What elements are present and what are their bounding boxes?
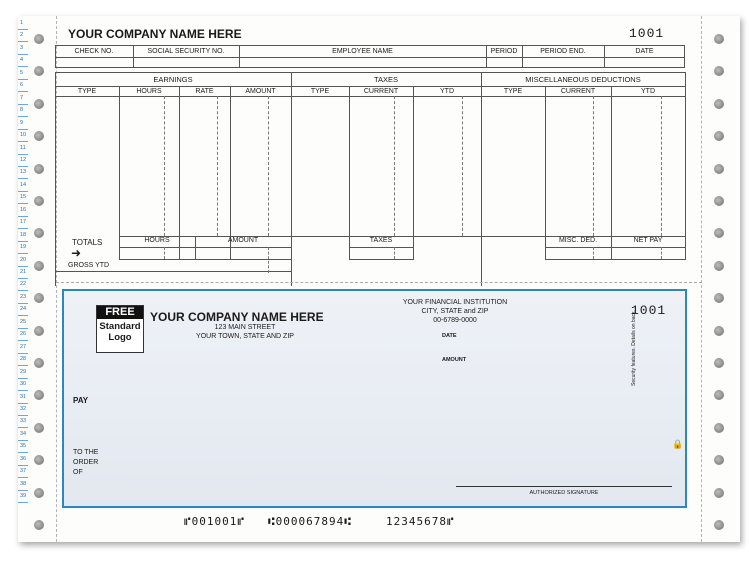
check-address-2: YOUR TOWN, STATE AND ZIP	[196, 333, 294, 340]
col-tax-type: TYPE	[310, 88, 330, 95]
col-misc-current: CURRENT	[560, 88, 596, 95]
header-check-no: CHECK NO.	[74, 48, 114, 55]
line-number: 5	[20, 69, 24, 76]
line-number: 28	[20, 356, 27, 363]
line-tick	[18, 427, 28, 428]
section-misc: MISCELLANEOUS DEDUCTIONS	[525, 75, 641, 84]
bank-name: YOUR FINANCIAL INSTITUTION	[402, 299, 508, 306]
line-tick	[18, 440, 28, 441]
order-line-2: ORDER	[73, 459, 99, 466]
line-tick	[18, 104, 28, 105]
line-tick	[18, 340, 28, 341]
security-note: Security features. Details on back.	[631, 310, 637, 386]
tractor-hole	[714, 488, 724, 498]
gross-ytd-label: GROSS YTD	[68, 262, 110, 269]
tractor-hole	[714, 293, 724, 303]
line-number: 21	[20, 269, 27, 275]
line-tick	[18, 79, 28, 80]
signature-line	[456, 486, 672, 487]
line-tick	[18, 29, 28, 30]
col-misc-type: TYPE	[503, 88, 523, 95]
totals-label: TOTALS	[72, 238, 103, 247]
line-tick	[18, 452, 28, 453]
signature-label: AUTHORIZED SIGNATURE	[529, 490, 599, 496]
col-tax-current: CURRENT	[363, 88, 399, 95]
line-number: 13	[20, 169, 27, 176]
line-tick	[18, 278, 28, 279]
line-tick	[18, 303, 28, 304]
check-company-name: YOUR COMPANY NAME HERE	[150, 310, 324, 324]
line-number: 20	[20, 256, 27, 263]
totals-hours: HOURS	[144, 237, 170, 244]
tractor-hole	[34, 423, 44, 433]
pay-label: PAY	[73, 396, 89, 405]
line-number: 17	[20, 219, 27, 226]
line-tick	[18, 502, 28, 503]
line-tick	[18, 353, 28, 354]
line-number: 16	[20, 206, 27, 213]
line-tick	[18, 154, 28, 155]
line-tick	[18, 290, 28, 291]
line-number: 11	[20, 144, 26, 151]
totals-taxes: TAXES	[369, 237, 393, 244]
line-number: 7	[20, 94, 24, 101]
header-ssn: SOCIAL SECURITY NO.	[147, 48, 225, 55]
line-number: 38	[20, 480, 27, 487]
line-number: 6	[20, 82, 24, 89]
line-tick	[18, 191, 28, 192]
tractor-hole	[34, 358, 44, 368]
line-tick	[18, 203, 28, 204]
tractor-hole	[714, 455, 724, 465]
line-number: 29	[20, 368, 27, 375]
tractor-hole	[714, 228, 724, 238]
totals-arrow-icon: ➜	[71, 246, 82, 260]
tractor-hole	[714, 261, 724, 271]
line-number: 22	[20, 281, 27, 288]
line-number: 34	[20, 430, 27, 437]
tractor-hole	[34, 293, 44, 303]
tractor-hole	[34, 326, 44, 336]
line-number: 10	[20, 132, 27, 139]
line-number: 35	[20, 443, 27, 450]
header-period-end: PERIOD END.	[540, 48, 586, 55]
tractor-hole	[34, 455, 44, 465]
line-number: 2	[20, 32, 24, 39]
line-tick	[18, 216, 28, 217]
col-earn-rate: RATE	[195, 88, 214, 95]
tractor-hole	[714, 326, 724, 336]
line-tick	[18, 465, 28, 466]
line-number: 24	[20, 306, 27, 313]
tractor-hole	[714, 423, 724, 433]
tractor-hole	[34, 520, 44, 530]
line-tick	[18, 253, 28, 254]
line-number: 32	[20, 405, 27, 412]
line-number: 30	[20, 381, 27, 388]
section-earnings: EARNINGS	[153, 75, 193, 84]
line-number: 23	[20, 293, 27, 300]
micr-account-number: 12345678⑈	[386, 515, 455, 528]
line-tick	[18, 228, 28, 229]
perforation-line	[56, 282, 702, 283]
order-line-3: OF	[73, 469, 83, 476]
line-tick	[18, 141, 28, 142]
tractor-hole	[34, 488, 44, 498]
line-number: 31	[20, 393, 27, 400]
date-label: DATE	[442, 333, 457, 339]
line-number: 12	[20, 156, 27, 163]
line-number: 4	[20, 57, 24, 64]
line-tick	[18, 41, 28, 42]
bank-number: 00-6789-0000	[433, 317, 477, 324]
tractor-hole	[34, 99, 44, 109]
bank-city: CITY, STATE and ZIP	[421, 308, 489, 315]
padlock-icon: 🔒	[672, 439, 684, 449]
check-address-1: 123 MAIN STREET	[214, 324, 276, 331]
header-date: DATE	[635, 48, 654, 55]
line-tick	[18, 129, 28, 130]
header-period: PERIOD	[490, 48, 518, 55]
line-tick	[18, 328, 28, 329]
line-number: 18	[20, 231, 27, 238]
line-number: 33	[20, 418, 27, 425]
check-body	[62, 289, 687, 508]
line-tick	[18, 178, 28, 179]
line-tick	[18, 403, 28, 404]
line-tick	[18, 54, 28, 55]
section-taxes: TAXES	[373, 75, 399, 84]
left-tractor-strip	[18, 16, 57, 542]
line-tick	[18, 477, 28, 478]
line-number: 26	[20, 331, 27, 338]
line-tick	[18, 378, 28, 379]
tractor-hole	[714, 358, 724, 368]
line-number: 25	[20, 318, 27, 325]
line-number: 19	[20, 244, 27, 251]
tractor-hole	[34, 164, 44, 174]
pay-stub-sheet	[18, 16, 740, 542]
tractor-hole	[714, 520, 724, 530]
line-number: 39	[20, 493, 27, 500]
header-employee-name: EMPLOYEE NAME	[332, 48, 393, 55]
order-line-1: TO THE	[73, 449, 99, 456]
tractor-hole	[34, 196, 44, 206]
company-logo: FREE Standard Logo	[96, 305, 144, 353]
line-number: 8	[20, 107, 24, 114]
line-number: 27	[20, 343, 27, 350]
tractor-hole	[34, 390, 44, 400]
line-tick	[18, 266, 28, 267]
tractor-hole	[714, 99, 724, 109]
tractor-hole	[714, 390, 724, 400]
totals-amount: AMOUNT	[227, 237, 259, 244]
tractor-hole	[714, 66, 724, 76]
line-number: 37	[20, 468, 27, 475]
col-tax-ytd: YTD	[440, 88, 454, 95]
amount-label: AMOUNT	[442, 357, 467, 363]
line-number: 36	[20, 455, 27, 462]
line-number: 14	[20, 181, 27, 188]
tractor-hole	[714, 34, 724, 44]
line-number: 3	[20, 44, 24, 51]
line-tick	[18, 390, 28, 391]
line-tick	[18, 241, 28, 242]
line-number: 9	[20, 119, 24, 126]
tractor-hole	[34, 228, 44, 238]
tractor-hole	[34, 34, 44, 44]
stub-check-number: 1001	[629, 26, 665, 41]
line-number: 1	[20, 20, 24, 26]
tractor-hole	[34, 261, 44, 271]
tractor-hole	[714, 131, 724, 141]
tractor-hole	[34, 66, 44, 76]
col-earn-type: TYPE	[77, 88, 97, 95]
stub-company-name: YOUR COMPANY NAME HERE	[68, 27, 242, 41]
line-tick	[18, 365, 28, 366]
line-tick	[18, 91, 28, 92]
line-tick	[18, 415, 28, 416]
tractor-hole	[714, 196, 724, 206]
line-number: 15	[20, 194, 27, 201]
totals-misc-ded: MISC. DED.	[558, 237, 598, 244]
line-tick	[18, 315, 28, 316]
line-tick	[18, 166, 28, 167]
totals-net-pay: NET PAY	[633, 237, 663, 244]
col-earn-hours: HOURS	[136, 88, 162, 95]
col-earn-amount: AMOUNT	[245, 88, 276, 95]
line-tick	[18, 116, 28, 117]
tractor-hole	[34, 131, 44, 141]
tractor-hole	[714, 164, 724, 174]
line-tick	[18, 66, 28, 67]
micr-routing-number: ⑆000067894⑆	[268, 515, 352, 528]
check-number: 1001	[631, 303, 667, 318]
right-tractor-strip	[701, 16, 740, 542]
line-tick	[18, 490, 28, 491]
col-misc-ytd: YTD	[641, 88, 655, 95]
micr-check-number: ⑈001001⑈	[184, 515, 245, 528]
